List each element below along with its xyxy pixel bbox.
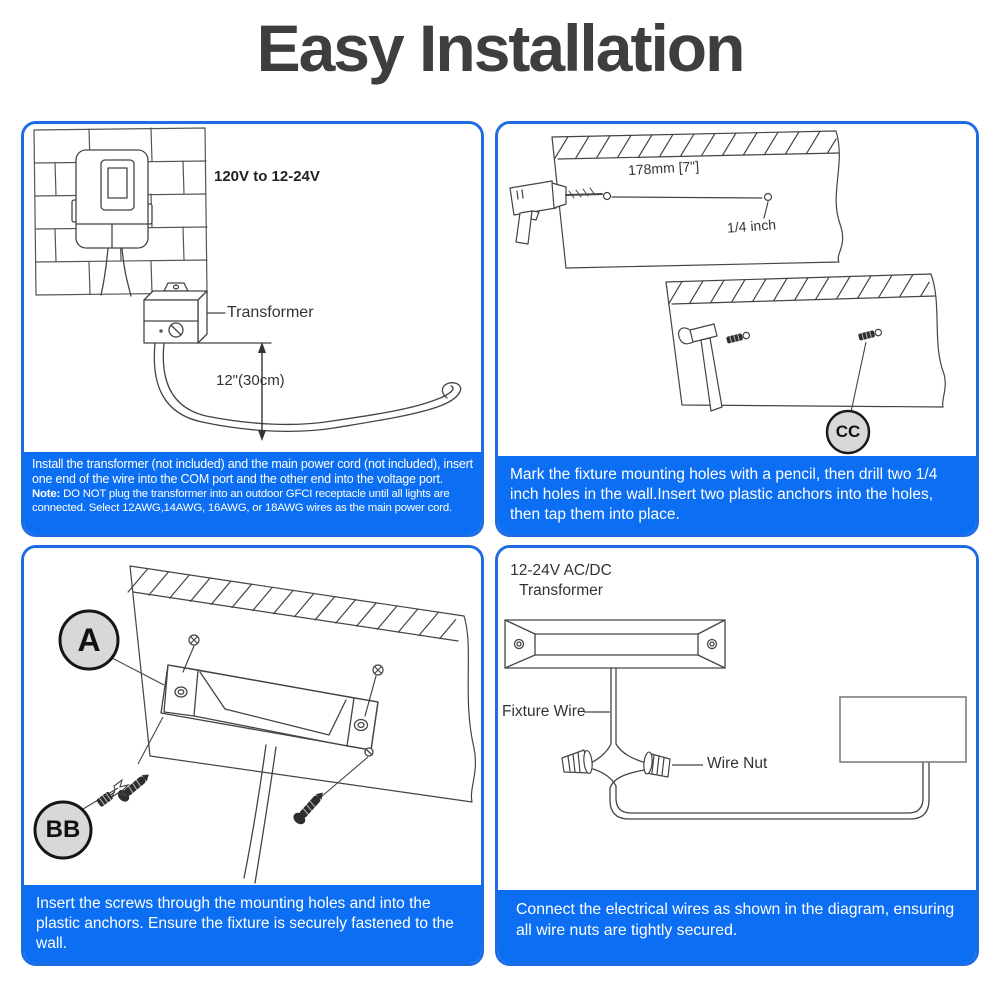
drilling-line-art (498, 124, 976, 458)
wire-nut-label: Wire Nut (707, 755, 768, 772)
wiring-diagram (498, 548, 976, 890)
caption-text: Connect the electrical wires as shown in the diagram, ensuring all wire nuts are tightly secured. (516, 901, 955, 939)
hole-size-label: 1/4 inch (726, 216, 777, 236)
wire-nut-left (562, 750, 593, 774)
mounting-diagram (24, 548, 481, 885)
wiring-caption (498, 890, 976, 963)
page-title: Easy Installation (256, 11, 744, 85)
distance-label: 12"(30cm) (216, 372, 285, 389)
transformer-box-label: 12-24V AC/DC Transformer (510, 562, 612, 599)
drilling-diagram (498, 124, 976, 456)
transformer-diagram (24, 124, 481, 452)
caption-text: Install the transformer (not included) and the main power cord (not included), insert one end of the wire into the COM port and the other end into the voltage port. (32, 457, 473, 486)
screw-black-right (291, 788, 327, 826)
power-cord (154, 343, 460, 431)
mounting-line-art (24, 548, 481, 886)
fixture-front-view (505, 620, 725, 668)
panel-drilling (495, 121, 979, 537)
panel-wiring (495, 545, 979, 966)
note-label: Note: (32, 488, 61, 501)
bb-callout-label: BB (45, 816, 81, 843)
cc-callout-label: CC (835, 422, 861, 441)
fixture-wire-label: Fixture Wire (502, 703, 586, 720)
note-text: DO NOT plug the transformer into an outdoor GFCI receptacle until all lights are connected. Select 12AWG,14AWG, 16AWG, or 18AWG wires as the main power cord. (32, 488, 452, 515)
caption-text: Mark the fixture mounting holes with a pencil, then drill two 1/4 inch holes in the wall.Insert two plastic anchors into the holes, then tap them into place. (510, 465, 938, 523)
caption-note (32, 488, 473, 516)
mounting-caption (24, 885, 481, 963)
upper-wall (552, 131, 843, 268)
drilling-caption (498, 456, 976, 534)
caption-text: Insert the screws through the mounting holes and into the plastic anchors. Ensure the fixture is securely fastened to the wall. (36, 894, 454, 952)
voltage-label: 120V to 12-24V (214, 168, 320, 185)
transformer-caption (24, 452, 481, 534)
panel-mounting (21, 545, 484, 966)
a-callout-label: A (77, 621, 101, 658)
wire-nut-right (643, 752, 670, 777)
panel-transformer-install (21, 121, 484, 537)
transformer-box-outline (840, 697, 966, 762)
dimension-arrow (258, 342, 266, 441)
hole-distance-label: 178mm [7"] (627, 157, 700, 179)
transformer-label: Transformer (227, 304, 314, 321)
